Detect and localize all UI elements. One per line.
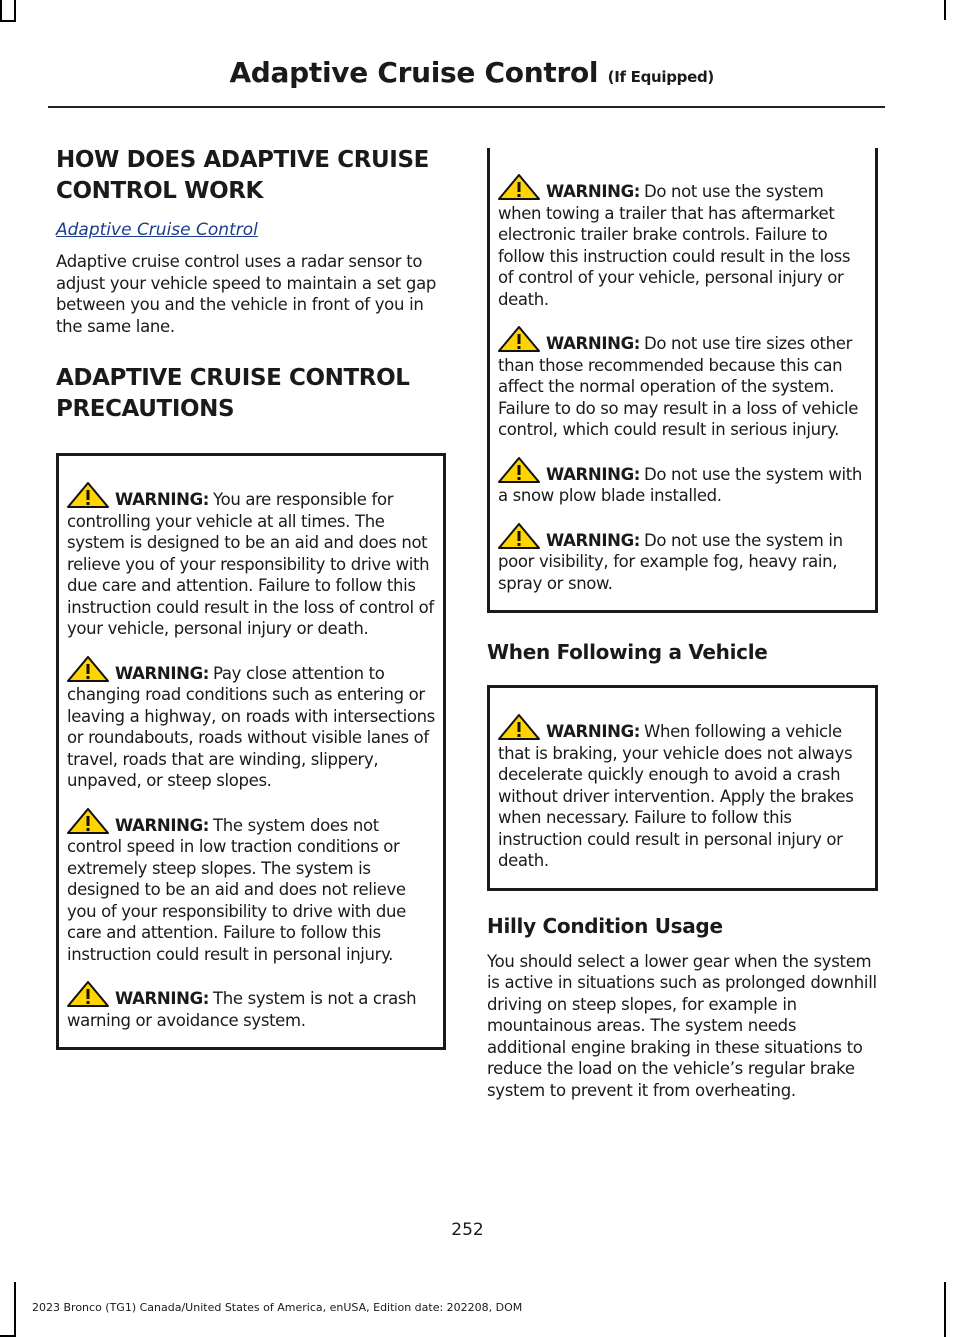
warning-item [498,714,867,872]
warning-text: When following a vehicle that is braking, your vehicle does not always decelerate quickly enough to avoid a crash without driver intervention. Apply the brakes when necessary. Failure to follow this instruction could result in personal injury or death. [498,722,854,870]
warning-text: Do not use the system with a snow plow blade installed. [498,464,862,505]
subsection-heading-hilly: Hilly Condition Usage [487,913,723,938]
warning-triangle-icon [498,326,540,352]
warning-triangle-icon [67,808,109,834]
warning-box-precautions [56,453,446,1050]
adaptive-cruise-control-link[interactable]: Adaptive Cruise Control [56,220,258,240]
warning-item [498,523,867,595]
footer-edition-info: 2023 Bronco (TG1) Canada/United States of America, enUSA, Edition date: 202208, DOM [32,1301,523,1314]
warning-item [498,326,867,441]
right-column [487,148,878,1121]
page-header-title [229,56,714,89]
page-number: 252 [451,1220,484,1240]
warning-triangle-icon [498,714,540,740]
warning-item [67,808,435,966]
warning-triangle-icon [67,656,109,682]
warning-triangle-icon [498,457,540,483]
section-heading-how-it-works: HOW DOES ADAPTIVE CRUISE CONTROL WORK [56,147,429,204]
warning-item [67,656,435,792]
crop-mark [944,1282,946,1337]
warning-text: The system does not control speed in low traction conditions or extremely steep slopes. The system is designed to be an aid and does not relieve you of your responsibility to drive with due care and attention. Failure to follow this instruction could result in personal injury. [67,815,406,964]
warning-label: WARNING: [546,334,641,353]
warning-item [67,482,435,640]
warning-label: WARNING: [115,663,210,683]
warning-label: WARNING: [546,464,641,484]
subsection-heading-following: When Following a Vehicle [487,640,768,664]
warning-item [498,174,867,310]
warning-label: WARNING: [546,530,641,550]
warning-text: You are responsible for controlling your vehicle at all times. The system is designed to be an aid and does not relieve you of your responsibility to drive with due care and attention. Failure to follow this instruction could result in the loss of control of your vehicle, personal injury or death. [67,490,434,638]
warning-text: Do not use the system when towing a trailer that has aftermarket electronic trailer brake controls. Failure to follow this instruction could result in the loss of control of your vehicle, personal injury or death. [498,182,851,309]
header-title-text: Adaptive Cruise Control [229,56,599,89]
crop-mark [14,1282,16,1337]
warning-label: WARNING: [546,722,641,741]
warning-text: The system is not a crash warning or avoidance system. [67,989,417,1030]
warning-item [67,981,435,1031]
hilly-paragraph: You should select a lower gear when the system is active in situations such as prolonged downhill driving on steep slopes, for example in mountainous areas. The system needs additional engine braking in these situations to reduce the load on the vehicle’s regular brake system to prevent it from overheating. [487,951,877,1100]
warning-box-following [487,685,878,891]
warning-text: Do not use tire sizes other than those recommended because this can affect the normal operation of the system. Failure to do so may result in a loss of vehicle control, which could result in serious injury. [498,334,859,439]
crop-mark [0,0,2,20]
crop-mark [14,0,16,20]
warning-text: Pay close attention to changing road conditions such as entering or leaving a highway, on roads with intersections or roundabouts, roads without visible lanes of travel, roads that are winding, slippery, unpaved, or steep slopes. [67,663,435,790]
left-column [56,145,446,1050]
header-subtitle: (If Equipped) [607,68,714,86]
section-heading-precautions: ADAPTIVE CRUISE CONTROL PRECAUTIONS [56,365,410,422]
warning-label: WARNING: [115,490,210,509]
warning-triangle-icon [498,174,540,200]
warning-triangle-icon [67,981,109,1007]
crop-mark [944,0,946,20]
warning-box-continued [487,148,878,613]
intro-paragraph: Adaptive cruise control uses a radar sensor to adjust your vehicle speed to maintain a set gap between you and the vehicle in front of you in the same lane. [56,252,437,336]
warning-label: WARNING: [115,989,210,1008]
crop-mark [0,20,16,22]
header-divider [48,106,885,108]
warning-label: WARNING: [115,815,210,835]
warning-triangle-icon [498,523,540,549]
warning-triangle-icon [67,482,109,508]
warning-text: Do not use the system in poor visibility, for example fog, heavy rain, spray or snow. [498,530,843,593]
warning-item [498,457,867,507]
warning-label: WARNING: [546,182,641,201]
